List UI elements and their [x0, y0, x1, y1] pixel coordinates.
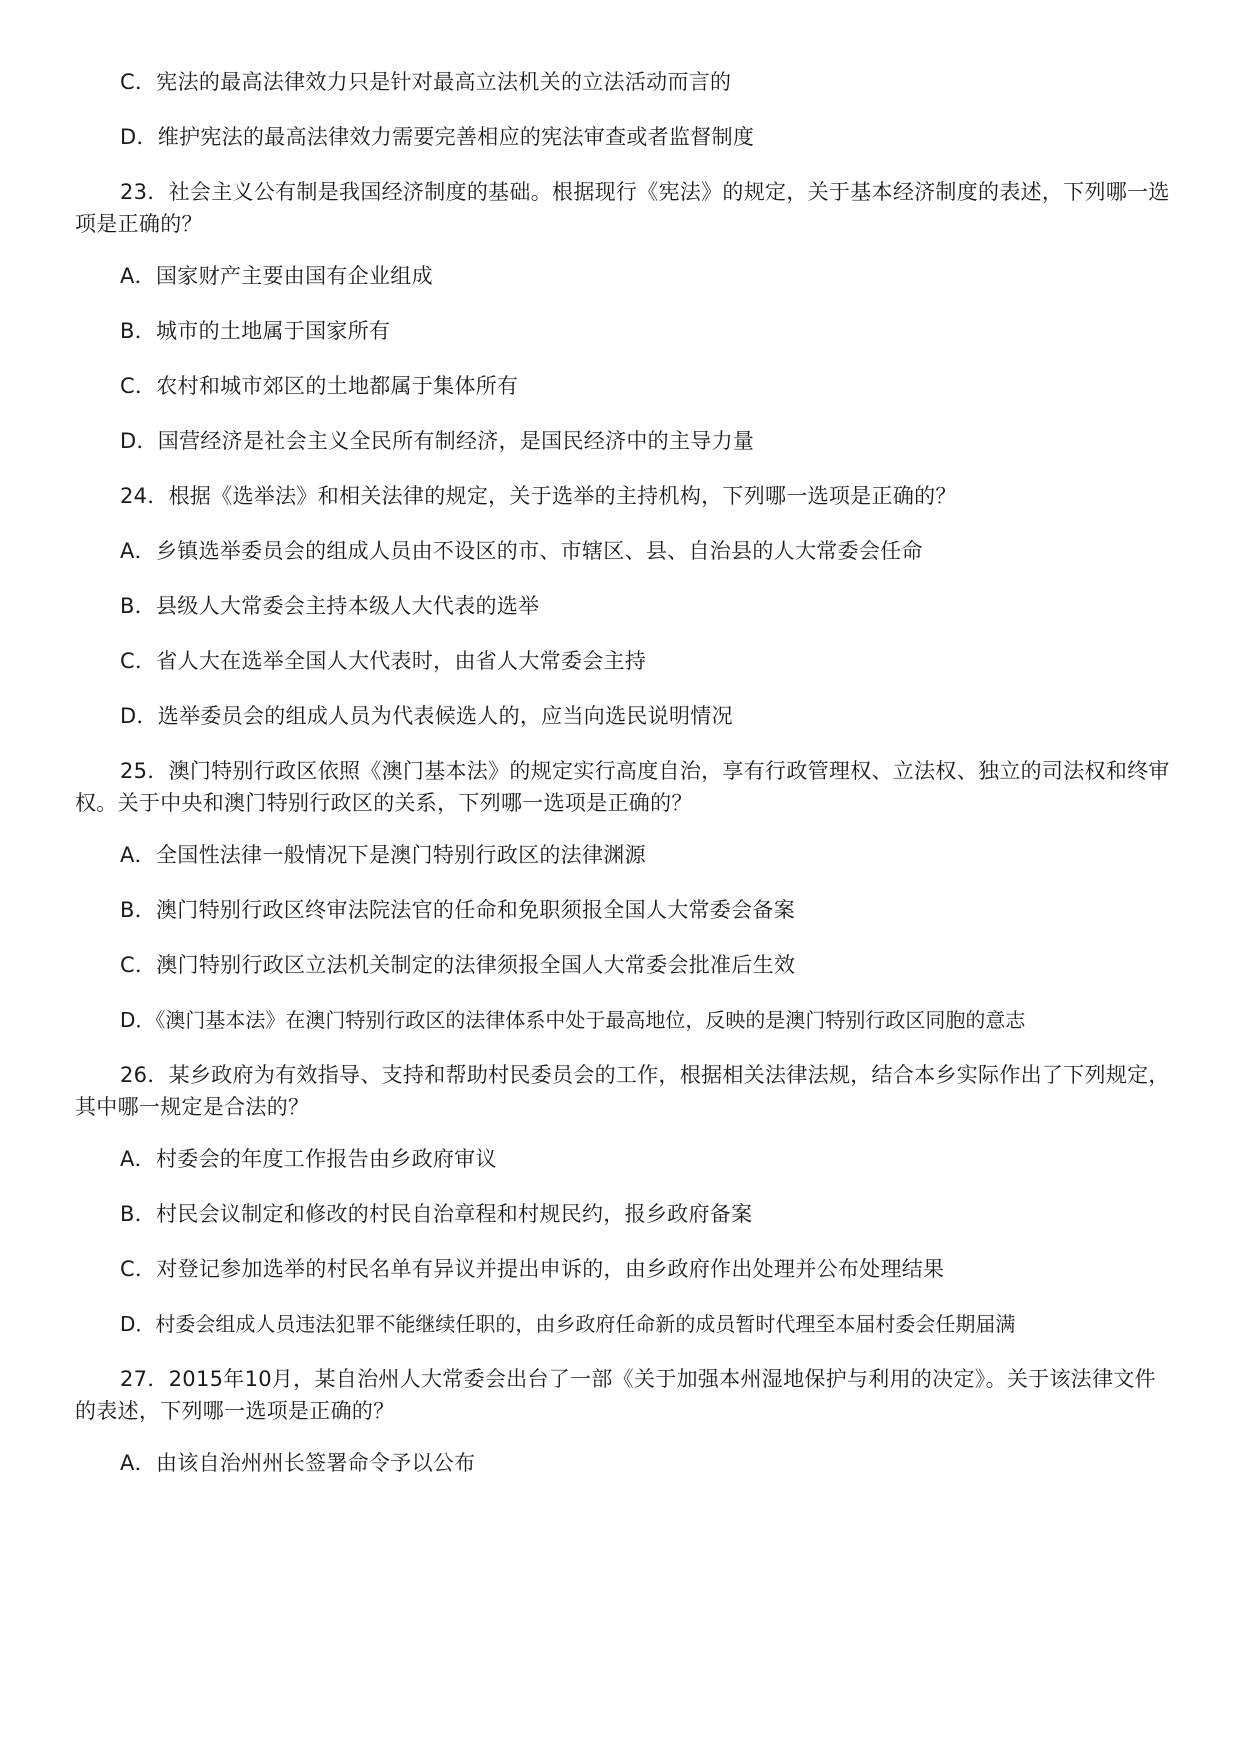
question-25: 25．澳门特别行政区依照《澳门基本法》的规定实行高度自治，享有行政管理权、立法权、独立的司法权和终审权。关于中央和澳门特别行政区的关系，下列哪一选项是正确的？ [75, 759, 1170, 815]
option-b-q23: B．城市的土地属于国家所有 [120, 319, 391, 343]
option-a-q27: A．由该自治州州长签署命令予以公布 [120, 1451, 476, 1475]
option-b-q25: B．澳门特别行政区终审法院法官的任命和免职须报全国人大常委会备案 [120, 898, 796, 922]
option-c-q22: C．宪法的最高法律效力只是针对最高立法机关的立法活动而言的 [120, 70, 732, 94]
option-c-q24: C．省人大在选举全国人大代表时，由省人大常委会主持 [120, 649, 647, 673]
option-b-q24: B．县级人大常委会主持本级人大代表的选举 [120, 594, 540, 618]
option-b-q26: B．村民会议制定和修改的村民自治章程和村规民约，报乡政府备案 [120, 1202, 753, 1226]
option-d-q22: D．维护宪法的最高法律效力需要完善相应的宪法审查或者监督制度 [120, 125, 755, 149]
option-c-q26: C．对登记参加选举的村民名单有异议并提出申诉的，由乡政府作出处理并公布处理结果 [120, 1257, 945, 1281]
question-23: 23．社会主义公有制是我国经济制度的基础。根据现行《宪法》的规定，关于基本经济制度的表述，下列哪一选项是正确的？ [75, 180, 1170, 236]
option-c-q23: C．农村和城市郊区的土地都属于集体所有 [120, 374, 519, 398]
question-26: 26．某乡政府为有效指导、支持和帮助村民委员会的工作，根据相关法律法规，结合本乡实际作出了下列规定，其中哪一规定是合法的？ [75, 1063, 1170, 1119]
option-d-q26: D．村委会组成人员违法犯罪不能继续任职的，由乡政府任命新的成员暂时代理至本届村委会任期届满 [120, 1312, 1016, 1336]
option-d-q24: D．选举委员会的组成人员为代表候选人的，应当向选民说明情况 [120, 704, 733, 728]
option-a-q26: A．村委会的年度工作报告由乡政府审议 [120, 1147, 497, 1171]
option-a-q24: A．乡镇选举委员会的组成人员由不设区的市、市辖区、县、自治县的人大常委会任命 [120, 539, 923, 563]
option-c-q25: C．澳门特别行政区立法机关制定的法律须报全国人大常委会批准后生效 [120, 953, 796, 977]
question-27: 27．2015年10月，某自治州人大常委会出台了一部《关于加强本州湿地保护与利用的决定》。关于该法律文件的表述，下列哪一选项是正确的？ [75, 1367, 1156, 1423]
option-d-q23: D．国营经济是社会主义全民所有制经济，是国民经济中的主导力量 [120, 429, 755, 453]
option-d-q25: D．《澳门基本法》在澳门特别行政区的法律体系中处于最高地位，反映的是澳门特别行政区同胞的意志 [120, 1008, 1026, 1032]
option-a-q25: A．全国性法律一般情况下是澳门特别行政区的法律渊源 [120, 843, 646, 867]
question-24: 24．根据《选举法》和相关法律的规定，关于选举的主持机构，下列哪一选项是正确的？ [120, 484, 957, 508]
option-a-q23: A．国家财产主要由国有企业组成 [120, 264, 433, 288]
